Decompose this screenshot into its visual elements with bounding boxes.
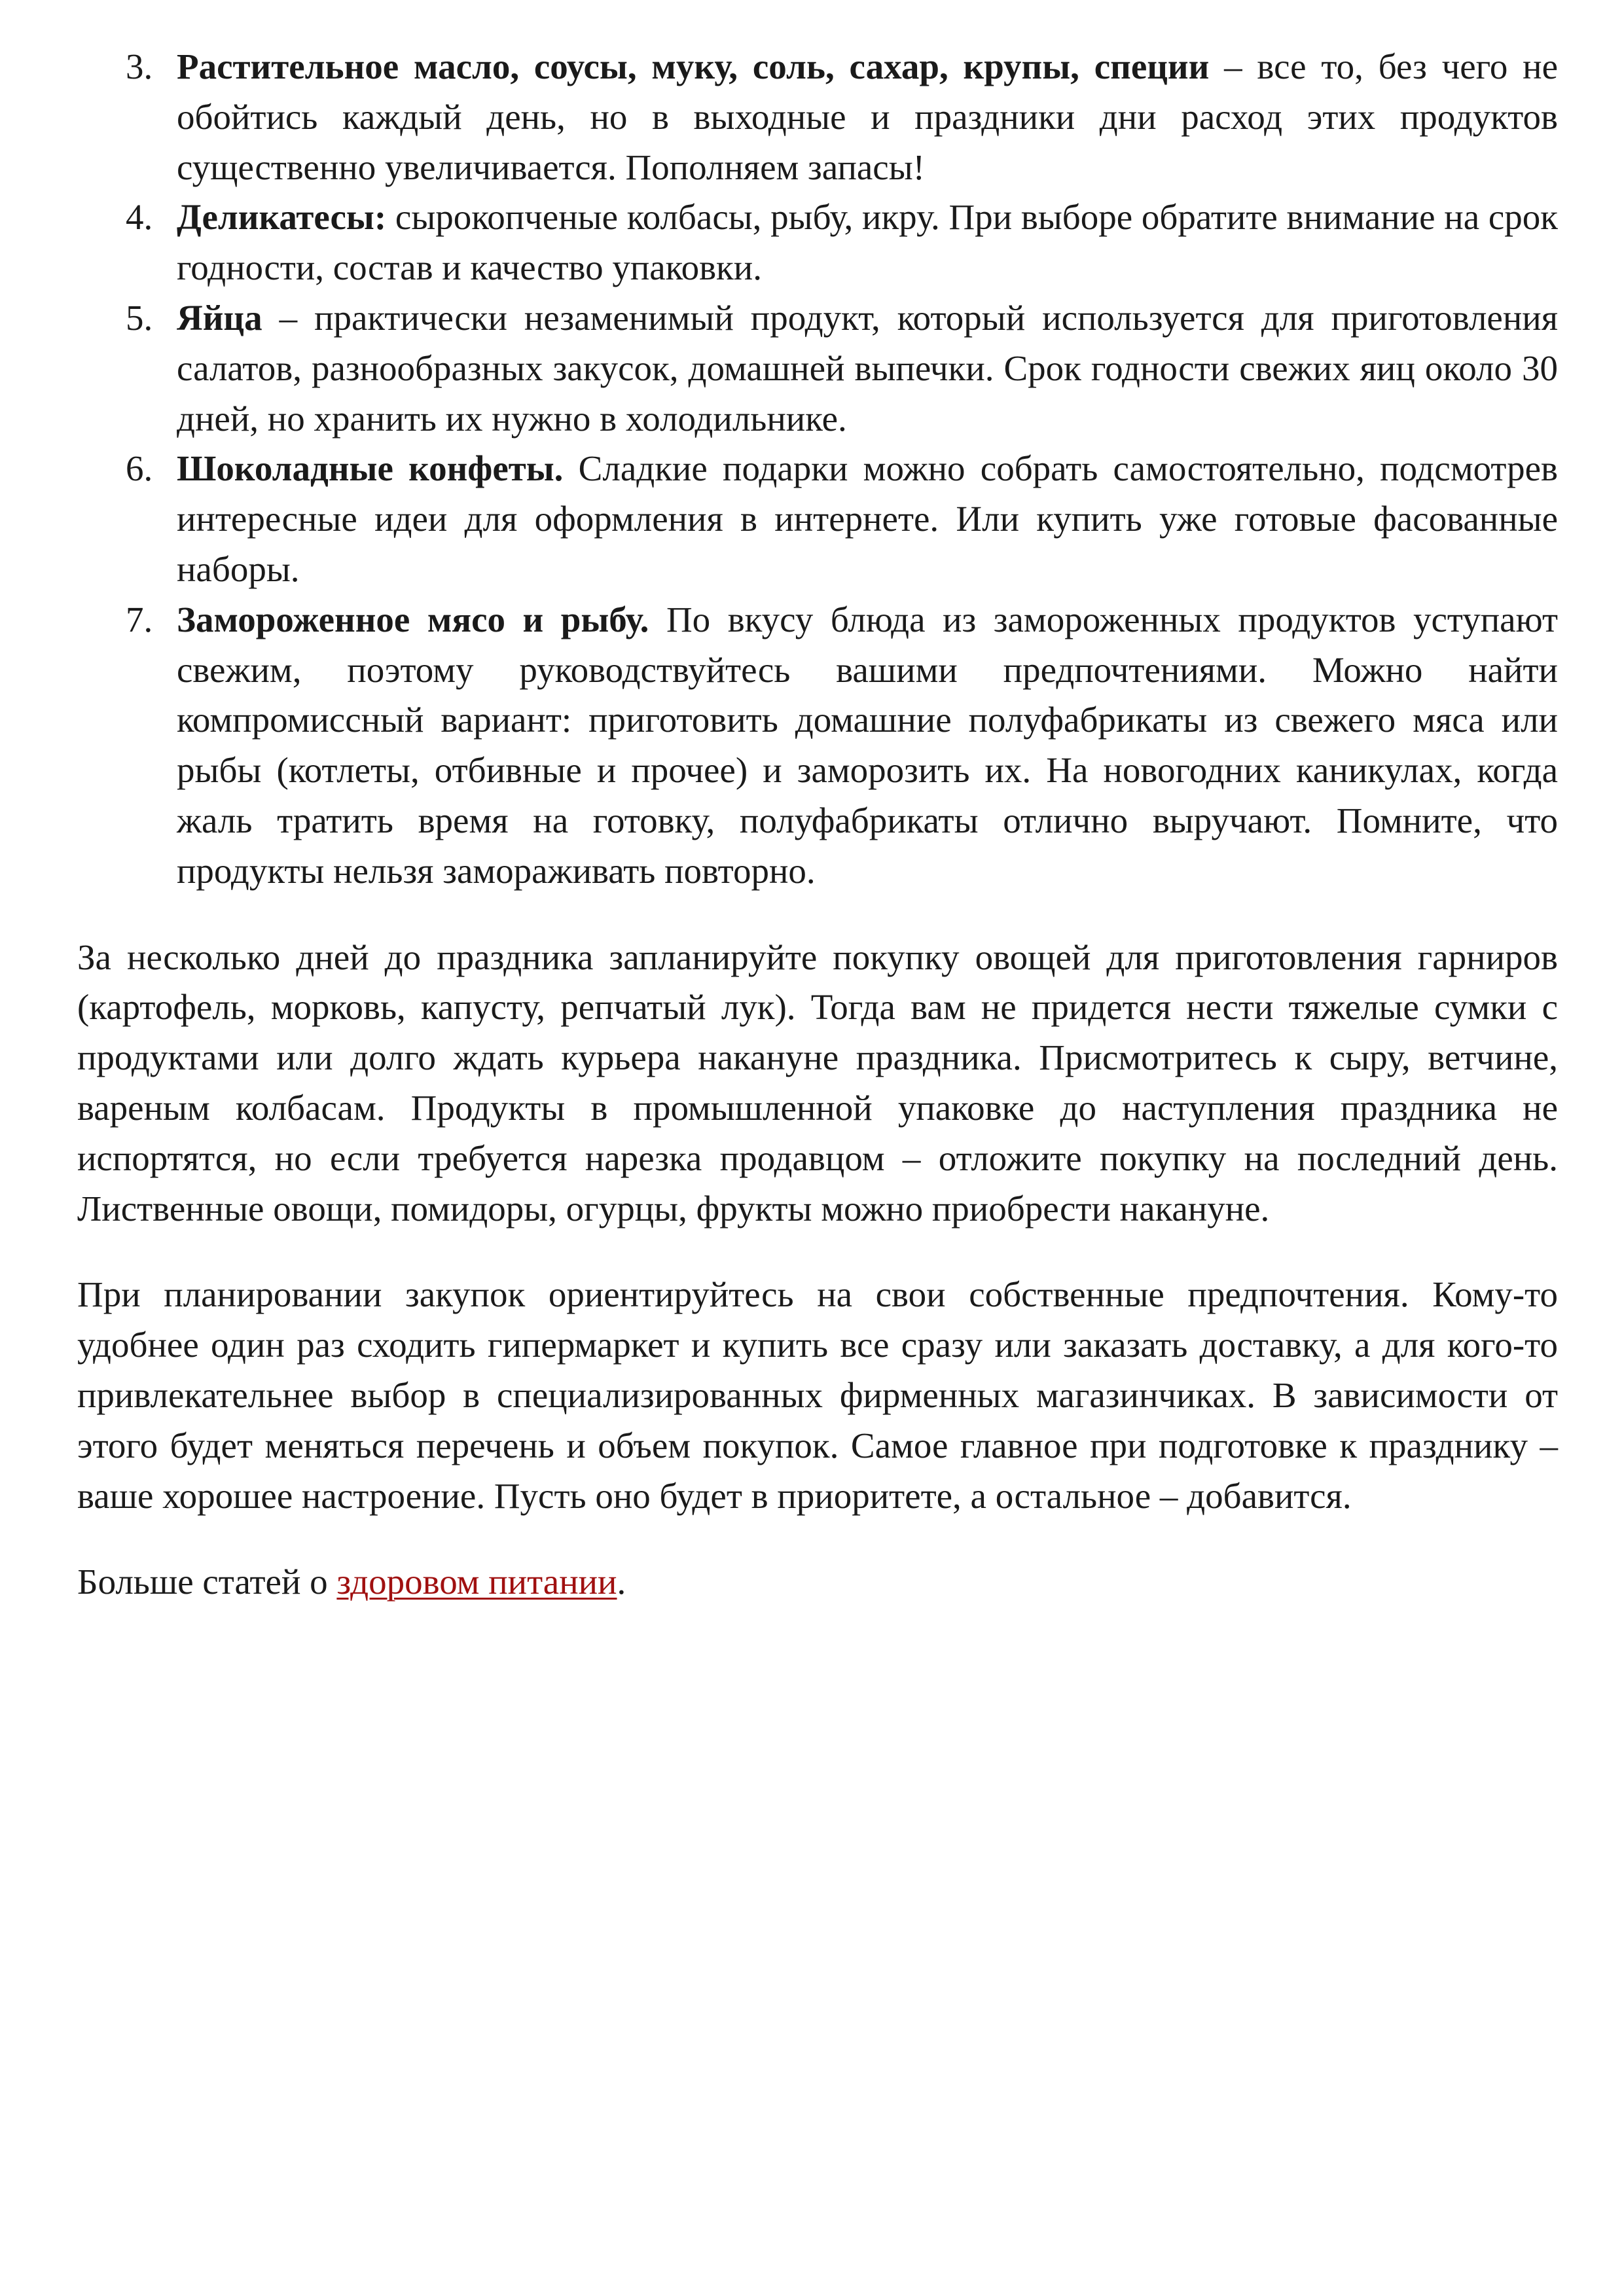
healthy-eating-link[interactable]: здоровом питании [336,1562,617,1602]
paragraph-vegetables: За несколько дней до праздника запланируйте покупку овощей для приготовления гарниров (картофель, морковь, капусту, репчатый лук). Тогда вам не придется нести тяжелые сумки с продуктами или долго ждать курьера накануне праздника. Присмотритесь к сыру, ветчине, вареным колбасам. Продукты в промышленной упаковке до наступления праздника не испортятся, но если требуется нарезка продавцом – отложите покупку на последний день. Лиственные овощи, помидоры, огурцы, фрукты можно приобрести накануне. [77,937,1558,1229]
list-item-title: Растительное масло, соусы, муку, соль, сахар, крупы, специи [177,46,1210,86]
more-articles-line [77,1557,1558,1607]
list-item-number: 4. [126,197,153,238]
list-item-text: – практически незаменимый продукт, который используется для приготовления салатов, разнообразных закусок, домашней выпечки. Срок годности свежих яиц около 30 дней, но хранить их нужно в холодильнике. [177,297,1558,439]
list-item-text: Сладкие подарки можно собрать самостоятельно, подсмотрев интересные идеи для оформления в интернете. Или купить уже готовые фасованные наборы. [177,448,1558,589]
list-item [77,293,1558,444]
list-item-title: Яйца [177,297,262,338]
more-articles-suffix: . [617,1562,626,1602]
list-item-title: Замороженное мясо и рыбу. [177,599,649,639]
list-item-number: 7. [126,599,153,639]
list-item-title: Деликатесы: [177,197,387,238]
list-item-text: сырокопченые колбасы, рыбу, икру. При выборе обратите внимание на срок годности, состав и качество упаковки. [177,197,1558,288]
list-item [77,595,1558,897]
shopping-list [77,42,1558,897]
list-item-number: 3. [126,46,153,86]
document-page [77,42,1558,1607]
list-item [77,192,1558,293]
list-item-number: 6. [126,448,153,489]
list-item [77,444,1558,594]
more-articles-prefix: Больше статей о [77,1562,337,1602]
list-item-number: 5. [126,297,153,338]
paragraph-planning: При планировании закупок ориентируйтесь на свои собственные предпочтения. Кому-то удобнее один раз сходить гипермаркет и купить все сразу или заказать доставку, а для кого-то привлекательнее выбор в специализированных фирменных магазинчиках. В зависимости от этого будет меняться перечень и объем покупок. Самое главное при подготовке к празднику – ваше хорошее настроение. Пусть оно будет в приоритете, а остальное – добавится. [77,1274,1558,1516]
list-item-text: По вкусу блюда из замороженных продуктов уступают свежим, поэтому руководствуйтесь вашими предпочтениями. Можно найти компромиссный вариант: приготовить домашние полуфабрикаты из свежего мяса или рыбы (котлеты, отбивные и прочее) и заморозить их. На новогодних каникулах, когда жаль тратить время на готовку, полуфабрикаты отлично выручают. Помните, что продукты нельзя замораживать повторно. [177,599,1558,891]
list-item-text: – все то, без чего не обойтись каждый день, но в выходные и праздники дни расход этих продуктов существенно увеличивается. Пополняем запасы! [177,46,1558,187]
list-item-title: Шоколадные конфеты. [177,448,564,489]
list-item [77,42,1558,192]
